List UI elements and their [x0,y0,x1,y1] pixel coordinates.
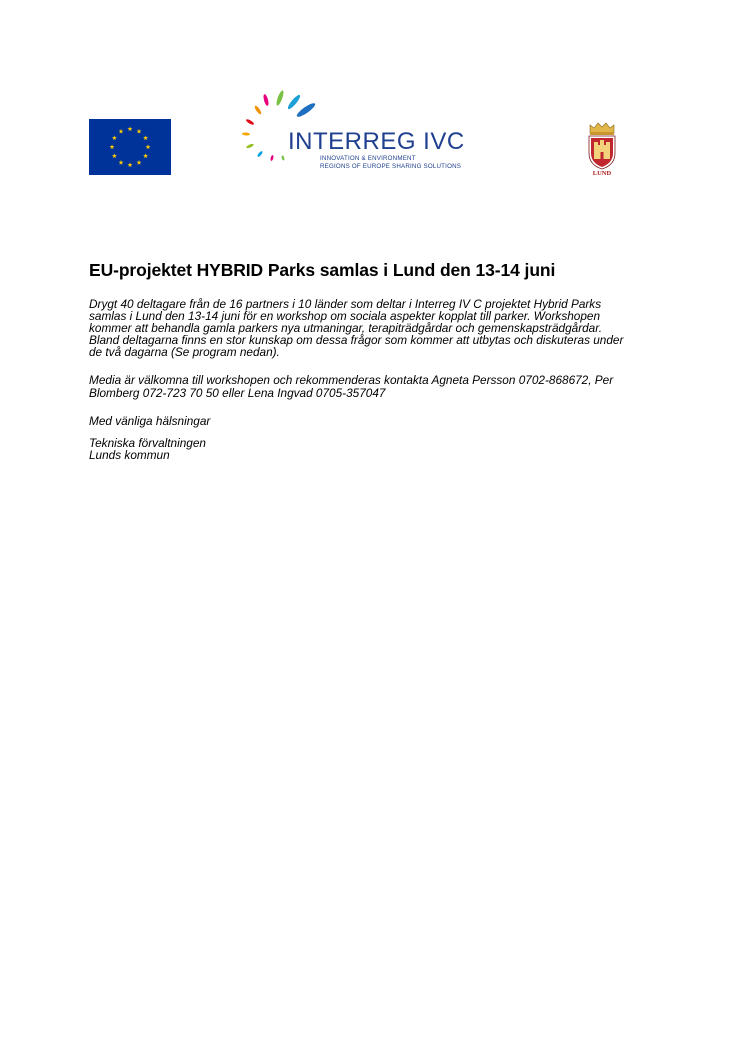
interreg-title: INTERREG IVC [288,128,465,155]
lund-coat-of-arms-icon [584,121,620,171]
interreg-leaf-icon [286,93,301,110]
document-headline: EU-projektet HYBRID Parks samlas i Lund den 13-14 juni [89,260,556,280]
signature-department: Tekniska förvaltningen [89,435,206,450]
signature-block [89,437,659,461]
paragraph-greeting: Med vänliga hälsningar [89,413,211,428]
interreg-leaf-icon [295,101,316,119]
interreg-subtitle-line2: REGIONS OF EUROPE SHARING SOLUTIONS [320,163,462,170]
interreg-leaf-icon [281,155,285,160]
interreg-leaf-icon [257,150,264,157]
paragraph-intro: Drygt 40 deltagare från de 16 partners i 10 länder som deltar i Interreg IV C projektet Hybrid Parks samlas i Lund den 13-14 juni för en workshop om sociala aspekter kopplat till parker. Workshopen kommer att behandla gamla parkers nya utmaningar, terapiträdgårdar och gemenskapsträdgårdar. Bland deltagarna finns en stor kunskap om dessa frågor som kommer att utbytas och diskuteras under de två dagarna (Se program nedan). [89,297,624,360]
interreg-leaf-icon [245,118,254,125]
interreg-logo [236,88,506,178]
document-body [89,298,659,461]
interreg-leaf-icon [246,143,255,149]
lund-logo [584,121,620,179]
interreg-subtitle-line1: INNOVATION & ENVIRONMENT [320,155,416,162]
paragraph-media-contact: Media är välkomna till workshopen och rekommenderas kontakta Agneta Persson 0702-868672, Per Blomberg 072-723 70 50 eller Lena Ingvad 0705-357047 [89,373,614,400]
interreg-leaf-icon [263,94,270,107]
lund-label: LUND [592,170,612,177]
interreg-leaf-icon [254,105,263,115]
signature-municipality: Lunds kommun [89,447,170,462]
interreg-leaf-icon [270,155,274,161]
interreg-leaf-icon [242,132,250,136]
eu-flag-icon [89,119,171,175]
interreg-leaf-icon [275,90,285,107]
